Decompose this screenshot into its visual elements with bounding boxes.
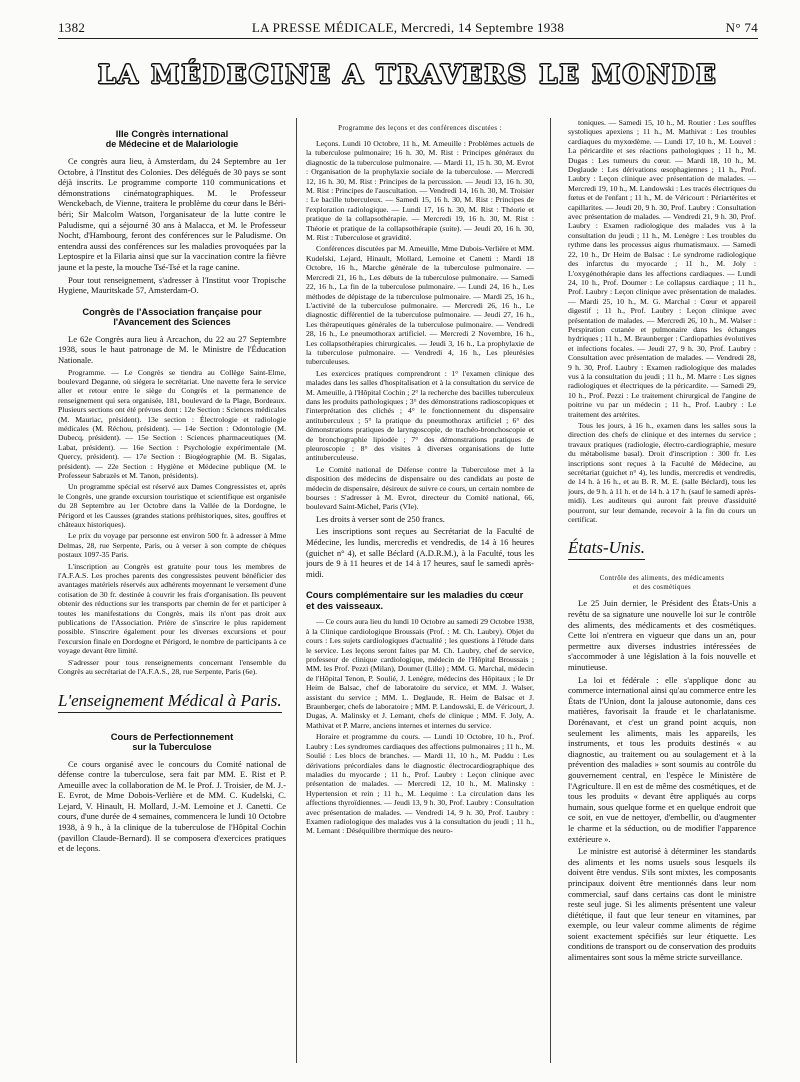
page-number: 1382 — [58, 20, 86, 35]
article-heading — [58, 306, 286, 328]
heading-subline: sur la Tuberculose — [132, 741, 212, 752]
issue-number: N° 74 — [725, 20, 758, 35]
paragraph: Les droits à verser sont de 250 francs. — [316, 513, 445, 524]
paragraph: Le 25 Juin dernier, le Président des États-Unis a revêtu de sa signature une nouvelle loi sur le contrôle des aliments, des médicaments et des cosmétiques. Cette loi n'entrera en vigueur que dans un an, pour permettre aux diverses industries intéressées de s'accommoder à une législation à la fois nouvelle et minutieuse. — [568, 598, 756, 673]
article-heading — [58, 731, 286, 753]
column-divider — [296, 118, 297, 1063]
column-middle — [306, 118, 534, 1063]
journal-title: LA PRESSE MÉDICALE, Mercredi, 14 Septembre 1938 — [251, 20, 565, 35]
paragraph: Ce congrès aura lieu, à Amsterdam, du 24 Septembre au 1er Octobre, à l'Institut des Colonies. Des délégués de 30 pays se sont déjà inscrits. Le programme comporte 110 communications et démonstrations cinématographiques. M. le Professeur Wenckebach, de Vienne, traitera le problème du cœur dans le Béri-béri; Sir Malcolm Watson, l'organisateur de la lutte contre le Paludisme, qui a séjourné 30 ans à Malacca, et M. le Professeur Nocht, d'Hambourg, feront des conférences sur le Paludisme. On entendra aussi des conférences sur les maladies provoquées par la Leptospire et la Filaria ainsi que sur la vaccination contre la fièvre jaune et la peste, la mouche Tsé-Tsé et la rage canine. — [58, 156, 286, 272]
paragraph: Les exercices pratiques comprendront : 1° l'examen clinique des malades dans les salles d'hospitalisation et à la consultation du service de M. Ameuille, à l'Hôpital Cochin ; 2° la recherche des bacilles tuberculeux dans les produits pathologiques ; 3° des démonstrations radioscopiques et l'interprétation des clichés ; 4° le fonctionnement du dispensaire antituberculeux ; 5° la pratique du pneumothorax artificiel ; 6° des démonstrations pratiques de laryngoscopie, de trachéo-bronchoscopie et de bronchographie lipiodée ; 7° des démonstrations pratiques de pleuroscopie ; 8° des visites à diverses organisations de lutte antituberculeuse. — [306, 368, 534, 463]
sub-heading-line: et des cosmétiques — [632, 584, 692, 592]
column-divider — [550, 118, 551, 1063]
heading-subline: de Médecine et de Malariologie — [105, 139, 239, 149]
page-header — [58, 20, 758, 40]
section-title: États-Unis. — [568, 538, 645, 560]
paragraph: Tous les jours, à 16 h., examen dans les salles sous la direction des chefs de clinique et des internes du service ; travaux pratiques (radiologie, électro-cardiographie, mesure du métabolisme basal). Droit d'inscription : 300 fr. Les inscriptions sont reçues à la Faculté de Médecine, au secrétariat (guichet n° 4), les lundis, mercredis et vendredis, de 14 h. à 16 h., et au B. R. M. E. (salle Béclard), tous les jours, de 9 h. à 11 h. et de 14 h. à 17 h. (sauf le samedi après-midi). Les auditeurs qui auront fait preuve d'assiduité pourront, sur leur demande, recevoir à la fin du cours un certificat. — [568, 421, 756, 525]
heading-line: Congrès de l'Association française pour — [82, 305, 262, 317]
column-right — [568, 118, 756, 1063]
paragraph: Ce cours organisé avec le concours du Comité national de défense contre la tuberculose, sera fait par MM. E. Rist et P. Ameuille avec la collaboration de M. le Prof. J. Troisier, de M. J.-E. Evrot, de Mme Dobois-Verlière et de MM. C. Kudelski, C. Lejard, V. Hinault, H. Mollard, J.-M. Lemoine et J. Canetti. Ce cours, d'une durée de 4 semaines, commencera le lundi 10 Octobre 1938, à 9 h., à la clinique de la tuberculose de l'Hôpital Cochin (pavillon Claude-Bernard). Il se composera d'exercices pratiques et de leçons. — [58, 758, 286, 854]
section-title: L'enseignement Médical à Paris. — [58, 691, 282, 713]
program-heading: Programme des leçons et des conférences discutées : — [338, 125, 502, 132]
paragraph: Les inscriptions sont reçues au Secrétariat de la Faculté de Médecine, les lundis, mercredis et vendredis, de 14 à 16 heures (guichet n° 4), et salle Béclard (A.D.R.M.), à la Faculté, tous les jours de 9 à 11 heures et de 14 à 17 heures, sauf le samedi après-midi. — [306, 526, 534, 579]
paragraph: S'adresser pour tous renseignements concernant l'ensemble du Congrès au secrétariat de l'A.F.A.S., 28, rue Serpente, Paris (6e). — [58, 657, 286, 677]
paragraph: Conférences discutées par M. Ameuille, Mme Dubois-Verlière et MM. Kudelski, Lejard, Hinault, Mollard, Lemoine et Canetti : Mardi 18 Octobre, 16 h., Marche générale de la tuberculose pulmonaire. — Mercredi 21, 16 h., Les débuts de la tuberculose pulmonaire. — Samedi 22, 16 h., La fin de la tuberculose pulmonaire. — Lundi 24, 16 h., Les méthodes de dépistage de la tuberculose pulmonaire. — Mardi 25, 16 h., L'activité de la tuberculose pulmonaire. — Mercredi 26, 16 h., Le diagnostic différentiel de la tuberculose pulmonaire. — Jeudi 27, 16 h., Les thérapeutiques générales de la tuberculose pulmonaire. — Vendredi 28, 16 h., Le pneumothorax artificiel. — Mercredi 2 Novembre, 16 h., Les collapsothérapies chirurgicales. — Jeudi 3, 16 h., La prophylaxie de la tuberculose pulmonaire. — Vendredi 4, 16 h., Les pleurésies tuberculeuses. — [306, 244, 534, 367]
paragraph: L'inscription au Congrès est gratuite pour tous les membres de l'A.F.A.S. Les proches parents des congressistes peuvent bénéficier des avantages matériels réservés aux adhérents moyennant le versement d'une cotisation de 30 fr. destinée à couvrir les frais d'organisation. Ils peuvent obtenir des réductions sur les transports par chemin de fer et participer à toutes les manifestations du Congrès, mais ils n'ont pas droit aux publications de l'Association. Prière de s'inscrire le plus rapidement possible. S'inscrire également pour les diverses excursions et pour l'excursion finale en Dordogne et Périgord, le nombre de participants à ce voyage devant être limité. — [58, 561, 286, 656]
sub-heading-line: Contrôle des aliments, des médicaments — [599, 575, 725, 583]
paragraph: Le ministre est autorisé à déterminer les standards des aliments et les noms usuels sous lesquels ils doivent être vendus. S'ils sont mixtes, les composants principaux doivent être mentionnés dans leur nom commercial, sauf dans certains cas dont le ministre reste seul juge. Si les aliments présentent une valeur diététique, il faut que leur teneur en vitamines, par exemple, ou leur valeur comme aliments de régime soient exactement spécifiés sur leur étiquette. Les conditions de transport ou de conservation des produits alimentaires sont sous la même stricte surveillance. — [568, 846, 756, 963]
paragraph: Horaire et programme du cours. — Lundi 10 Octobre, 10 h., Prof. Laubry : Les syndromes cardiaques des affections pulmonaires ; 11 h., M. Soulié : Les blocs de branches. — Mardi 11, 10 h., M. Puddu : Les dérivations précordiales dans le diagnostic électrocardiographique des maladies du myocarde ; 11 h., Prof. Laubry : Leçon clinique avec présentation de malades. — Mercredi 12, 10 h., M. Malinsky : Hypertension et rein ; 11 h., M. Lequime : La circulation dans les affections thyroïdiennes. — Jeudi 13, 9 h. 30, Prof. Laubry : Consultation avec présentation de malades. — Vendredi 14, 9 h. 30, Prof. Laubry : Examen radiologique des malades vus à la consultation du jeudi ; 11 h., M. Lemant : Déséquilibre thermique des neuro- — [306, 732, 534, 836]
heading-line: Cours de Perfectionnement — [110, 730, 234, 742]
paragraph: Le prix du voyage par personne est environ 500 fr. à adresser à Mme Delmas, 28, rue Serpente, Paris, ou à verser à son compte de chèques postaux 1097-35 Paris. — [58, 531, 286, 560]
article-heading: Cours complémentaire sur les maladies du cœur et des vaisseaux. — [306, 589, 524, 612]
paragraph: Leçons. Lundi 10 Octobre, 11 h., M. Ameuille : Problèmes actuels de la tuberculose pulmonaire; 16 h. 30, M. Rist : Principes généraux du diagnostic de la tuberculose pulmonaire. — Mardi 11, 15 h. 30, M. Evrot : Organisation de la prophylaxie sociale de la tuberculose. — Mercredi 12, 16 h. 30, M. Rist : Principes de la percussion. — Jeudi 13, 16 h. 30, M. Rist : Principes de l'auscultation. — Vendredi 14, 16 h. 30, M. Troisier : Le bacille tuberculeux. — Samedi 15, 16 h. 30, M. Rist : Principes de l'exploration radiologique. — Lundi 17, 16 h. 30, M. Rist : Théorie et pratique de la collapsothérapie. — Mercredi 19, 16 h. 30, M. Rist : Théorie et pratique de la collapsothérapie (suite). — Jeudi 20, 16 h. 30, M. Rist : Tuberculose et gravidité. — [306, 139, 534, 243]
header-rule — [58, 38, 758, 39]
paragraph: Le Comité national de Défense contre la Tuberculose met à la disposition des médecins de dispensaire ou des candidats au poste de médecin de dispensaire, désireux de suivre ce cours, un certain nombre de bourses : S'adresser à M. Evrot, directeur du Comité national, 66, boulevard Saint-Michel, Paris (VIe). — [306, 464, 534, 512]
paragraph: — Ce cours aura lieu du lundi 10 Octobre au samedi 29 Octobre 1938, à la Clinique cardiologique Broussais (Prof. : M. Ch. Laubry). Objet du cours : Les sujets cardiologiques d'actualité ; les questions à l'étude dans le service. Les leçons seront faites par M. Ch. Laubry, chef de service, professeur de clinique cardiologique, médecin de l'Hôpital Broussais ; MM. les Prof. Pezzi (Milan), Doumer (Lille) ; MM. G. Marchal, médecin de l'Hôpital Tenon, P. Soulié, J. Lenègre, médecins des Hôpitaux ; le Dr Heim de Balsac, chef de laboratoire du service, et MM. J. Walser, assistant du service ; MM. L. Deglaude, R. Heim de Balsac et J. Braunberger, chefs de laboratoire ; MM. P. Landowski, E. de Véricourt, J. Dugas, A. Malinsky et J. Lemant, chefs de clinique ; MM. F. Joly, A. Mathivat et P. Marre, anciens internes et internes du service. — [306, 617, 534, 730]
paragraph: Un programme spécial est réservé aux Dames Congressistes et, après le Congrès, une grande excursion touristique et scientifique est organisée du 28 Septembre au 1er Octobre dans la Vallée de la Dordogne, le Périgord et les Causses (grandes stations préhistoriques, sites, gouffres et châteaux historiques). — [58, 482, 286, 529]
heading-subline: l'Avancement des Sciences — [113, 316, 231, 327]
column-left — [58, 118, 286, 1063]
paragraph: Le 62e Congrès aura lieu à Arcachon, du 22 au 27 Septembre 1938, sous le haut patronage de M. le Ministre de l'Éducation Nationale. — [58, 333, 286, 365]
article-heading — [58, 128, 286, 150]
paragraph: Programme. — Le Congrès se tiendra au Collège Saint-Elme, boulevard Deganne, où siégera le secrétariat. Une navette fera le service aller et retour entre le siège du Congrès et la permanence de renseignement qui sera organisée, 181, boulevard de la Plage, Bordeaux. Plusieurs sections ont été prévues dont : 12e Section : Sciences médicales (M. Mauriac, président). 13e section : Électrologie et radiologie médicales (M. Réchou, président). — 14e Section : Odontologie (M. Dubecq, président). — 15e Section : Sciences pharmaceutiques (M. Labat, président). — 16e Section : Psychologie expérimentale (M. Quercy, président). — 17e Section : Biogéographie (M. B. Sigalas, président). — 22e Section : Hygiène et Médecine publique (M. le Professeur Sabrazès et M. Tanon, présidents). — [58, 367, 286, 480]
paragraph: Pour tout renseignement, s'adresser à l'Institut voor Tropische Hygiene, Mauritskade 57, Amsterdam-O. — [58, 274, 286, 296]
paragraph: toniques. — Samedi 15, 10 h., M. Routier : Les souffles systoliques apexiens ; 11 h., M. Mathivat : Les troubles cardiaques du myxœdème. — Lundi 17, 10 h., M. Louvel : La péricardite et ses réactions pathologiques ; 11 h., M. Dugas : Les tumeurs du cœur. — Mardi 18, 10 h., M. Deglaude : Les dérivations œsophagiennes ; 11 h., Prof. Laubry : Leçon clinique avec présentation de malades. — Mercredi 19, 10 h., M. Landowski : Les tracés électriques du fœtus et de l'enfant ; 11 h., M. de Véricourt : Périartérites et capillarites. — Jeudi 20, 9 h. 30, Prof. Laubry : Consultation avec présentation de malades. — Vendredi 21, 9 h. 30, Prof. Laubry : Examen radiologique des malades vus à la consultation du jeudi ; 11 h., M. Lenègre : Les troubles du rythme dans les processus aigus rhumatismaux. — Samedi 22, 10 h., Dr Heim de Balsac : Le syndrome radiologique des infarctus du myocarde ; 11 h., M. Joly : L'oxygénothérapie dans les affections cardiaques. — Lundi 24, 10 h., Prof. Doumer : Le collapsus cardiaque ; 11 h., Prof. Laubry : Leçon clinique avec présentation de malades. — Mardi 25, 10 h., M. G. Marchal : Cœur et appareil digestif ; 11 h., Prof. Laubry : Leçon clinique avec présentation de malades. — Mercredi 26, 10 h., M. Walser : Perspiration cutanée et pulmonaire dans les échanges hydriques ; 11 h., M. Braunberger : Cardiopathies évolutives et infections focales. — Jeudi 27, 9 h. 30, Prof. Laubry : Consultation avec présentation de malades. — Vendredi 28, 9 h. 30, Prof. Laubry : Examen radiologique des malades vus à la consultation du jeudi ; 11 h., M. Marre : Les signes radiologiques et électriques de la péricardite. — Samedi 29, 10 h., Prof. Pezzi : Le traitement chirurgical de l'angine de poitrine vu par un médecin ; 11 h., Prof. Laubry : Le traitement des artérites. — [568, 118, 756, 419]
heading-line: IIIe Congrès international — [115, 128, 229, 139]
section-banner: LA MÉDECINE A TRAVERS LE MONDE — [98, 60, 718, 89]
paragraph: La loi et fédérale : elle s'applique donc au commerce international ainsi qu'au commerce entre les États de l'Union, dont la jalouse autonomie, dans ces matières, favorisait la fraude et le charlatanisme. Dorénavant, et c'est un grand point acquis, non seulement les aliments, mais les appareils, les instruments, et tous les produits destinés « au diagnostic, au traitement ou au soulagement et à la prévention des maladies » sont soumis au contrôle du gouvernement central, en l'espèce le Ministère de l'Agriculture. Il en est de même des cosmétiques, et de tous les produits « devant être appliqués au corps humain, sous quelque forme et en quelque endroit que ce soit, en vue de nettoyer, d'embellir, ou d'augmenter le charme et la séduction, ou de modifier l'apparence extérieure ». — [568, 674, 756, 844]
sub-heading — [568, 574, 756, 592]
